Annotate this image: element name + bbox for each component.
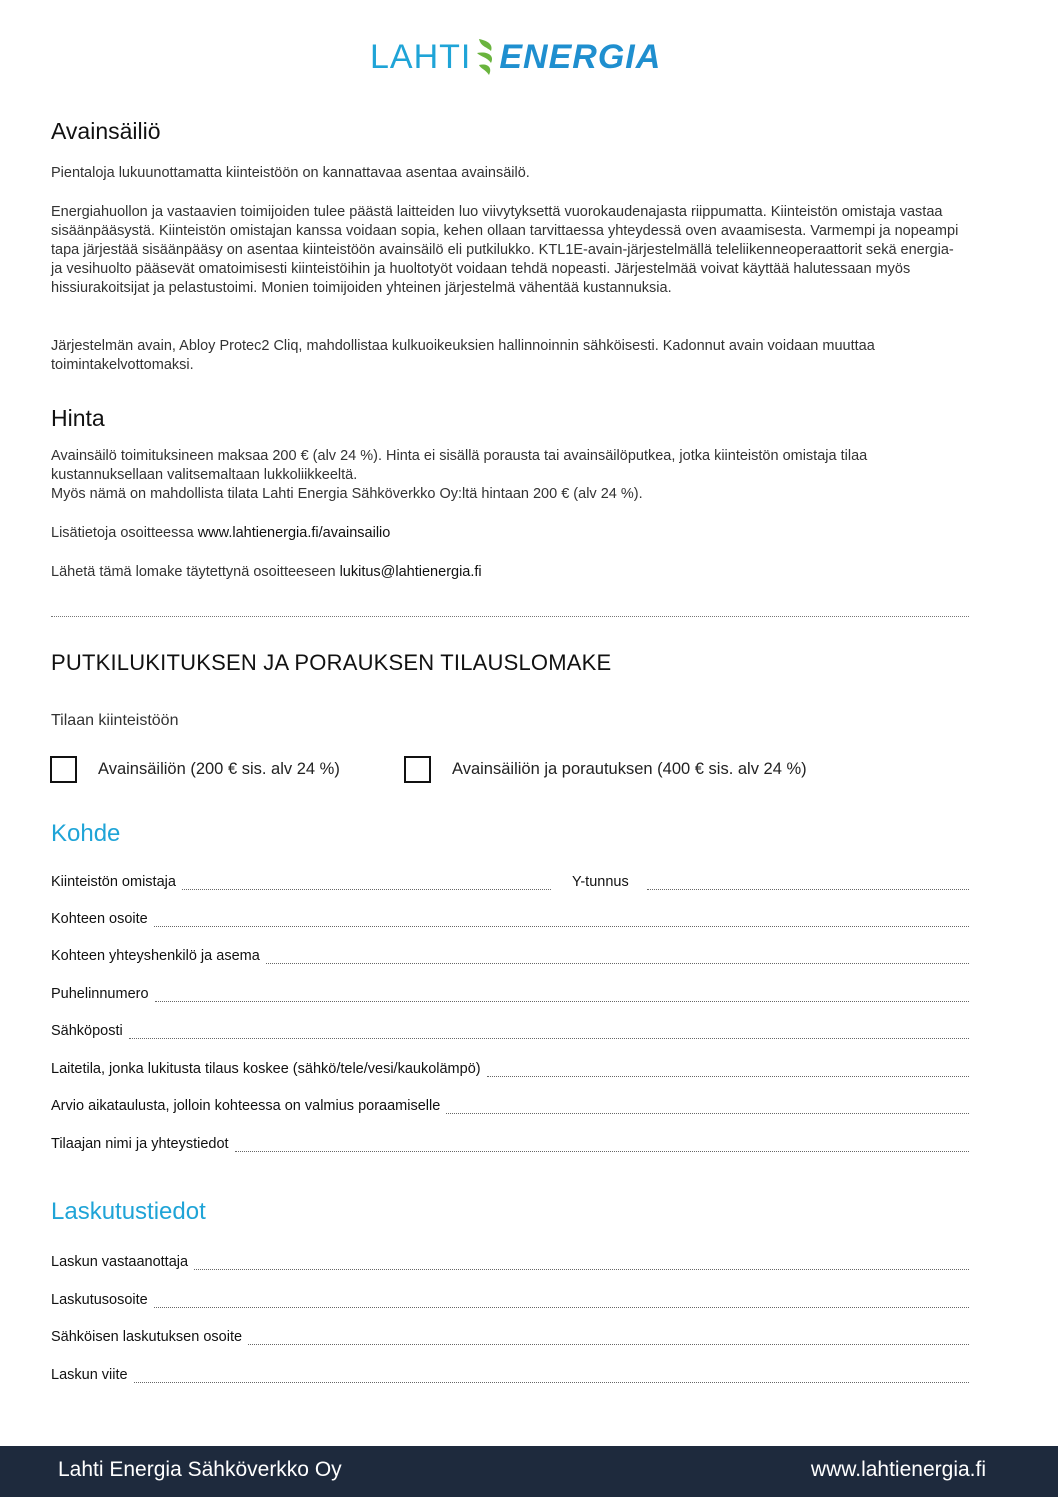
form-title: PUTKILUKITUKSEN JA PORAUKSEN TILAUSLOMAKE xyxy=(51,650,612,675)
input-line[interactable] xyxy=(154,910,969,927)
logo-text-lahti: LAHTI xyxy=(370,37,472,76)
section-title-hinta: Hinta xyxy=(51,405,105,431)
info-line xyxy=(51,524,966,543)
field-label: Laskun vastaanottaja xyxy=(51,1254,189,1270)
field-label: Laskun viite xyxy=(51,1367,128,1383)
logo-text-energia: ENERGIA xyxy=(499,37,662,76)
send-prefix: Lähetä tämä lomake täytettynä osoitteeseen xyxy=(51,564,340,580)
section-title-avainsailio: Avainsäiliö xyxy=(51,118,161,144)
field-label: Kohteen yhteyshenkilö ja asema xyxy=(51,948,260,964)
field-label-ytunnus: Y-tunnus xyxy=(572,874,629,890)
field-label: Puhelinnumero xyxy=(51,986,149,1002)
field-laskutusosoite[interactable] xyxy=(51,1286,969,1308)
send-line xyxy=(51,563,966,582)
checkbox-avainsailio-porautus[interactable] xyxy=(404,756,431,783)
input-line[interactable] xyxy=(446,1097,969,1114)
input-line[interactable] xyxy=(154,1291,969,1308)
field-laskun-viite[interactable] xyxy=(51,1361,969,1383)
field-label: Laitetila, jonka lukitusta tilaus koskee (sähkö/tele/vesi/kaukolämpö) xyxy=(51,1061,481,1077)
price-paragraph-2: Myös nämä on mahdollista tilata Lahti Energia Sähköverkko Oy:ltä hintaan 200 € (alv 24 %). xyxy=(51,486,643,502)
field-yhteyshenkilo[interactable] xyxy=(51,942,969,964)
field-label: Tilaajan nimi ja yhteystiedot xyxy=(51,1136,229,1152)
input-line[interactable] xyxy=(235,1135,969,1152)
field-owner[interactable] xyxy=(51,868,551,890)
footer-website-link[interactable]: www.lahtienergia.fi xyxy=(810,1458,986,1481)
input-line[interactable] xyxy=(487,1060,969,1077)
ytunnus-input-line[interactable] xyxy=(647,873,969,890)
field-ytunnus[interactable] xyxy=(572,868,969,890)
input-line[interactable] xyxy=(134,1366,969,1383)
leaf-icon xyxy=(475,35,497,79)
footer-company: Lahti Energia Sähköverkko Oy xyxy=(58,1458,342,1481)
field-label: Laskutusosoite xyxy=(51,1292,148,1308)
field-label-owner: Kiinteistön omistaja xyxy=(51,874,176,890)
price-paragraph: Avainsäilö toimituksineen maksaa 200 € (alv 24 %). Hinta ei sisällä porausta tai avainsäilöputkea, jotka kiinteistön omistaja tilaa kustannuksellaan valitsemaltaan lukkoliikkeeltä. xyxy=(51,448,868,483)
field-label: Sähköposti xyxy=(51,1023,123,1039)
input-line[interactable] xyxy=(129,1022,969,1039)
input-line[interactable] xyxy=(155,985,969,1002)
field-label: Kohteen osoite xyxy=(51,911,148,927)
checkbox-avainsailio[interactable] xyxy=(50,756,77,783)
send-email-link[interactable]: lukitus@lahtienergia.fi xyxy=(339,564,482,580)
checkbox-label-avainsailio: Avainsäiliön (200 € sis. alv 24 %) xyxy=(98,760,340,778)
field-label: Arvio aikataulusta, jolloin kohteessa on valmius poraamiselle xyxy=(51,1098,441,1114)
billing-heading: Laskutustiedot xyxy=(51,1198,206,1225)
input-line[interactable] xyxy=(248,1328,969,1345)
field-sahkoposti[interactable] xyxy=(51,1017,969,1039)
details-paragraph: Energiahuollon ja vastaavien toimijoiden tulee päästä laitteiden luo viivytyksettä vuorokaudenajasta riippumatta. Kiinteistön omistaja vastaa sisäänpääsystä. Kiinteistön omistajan kanssa voidaan sopia, kehen ollaan tarvittaessa yhteydessä oven avaamisesta. Varmempi ja nopeampi tapa järjestää sisäänpääsy on asentaa kiinteistöön avainsäilö eli putkilukko. KTL1E-avain-järjestelmällä teleliikenneoperaattorit sekä energia- ja vesihuolto pääsevät omatoimisesti kiinteistöihin ja huoltotyöt voidaan tehdä nopeasti. Järjestelmää voivat käyttää halutessaan myös hissiurakoitsijat ja pelastustoimi. Monien toimijoiden yhteinen järjestelmä vähentää kustannuksia. xyxy=(51,204,959,296)
footer-bar xyxy=(0,1446,1058,1497)
order-label: Tilaan kiinteistöön xyxy=(51,712,179,729)
intro-paragraph: Pientaloja lukuunottamatta kiinteistöön on kannattavaa asentaa avainsäilö. xyxy=(51,165,530,181)
info-prefix: Lisätietoja osoitteessa xyxy=(51,525,198,541)
input-line[interactable] xyxy=(266,947,969,964)
key-paragraph: Järjestelmän avain, Abloy Protec2 Cliq, mahdollistaa kulkuoikeuksien hallinnoinnin sähköisesti. Kadonnut avain voidaan muuttaa toimintakelvottomaksi. xyxy=(51,338,875,373)
field-laskun-vastaanottaja[interactable] xyxy=(51,1248,969,1270)
field-aikataulu[interactable] xyxy=(51,1092,969,1114)
kohde-heading: Kohde xyxy=(51,820,121,847)
input-line[interactable] xyxy=(194,1253,969,1270)
field-label: Sähköisen laskutuksen osoite xyxy=(51,1329,243,1345)
checkbox-label-avainsailio-porautus: Avainsäiliön ja porautuksen (400 € sis. alv 24 %) xyxy=(452,760,807,778)
company-logo xyxy=(370,34,661,80)
field-puhelinnumero[interactable] xyxy=(51,980,969,1002)
field-laitetila[interactable] xyxy=(51,1055,969,1077)
info-link[interactable]: www.lahtienergia.fi/avainsailio xyxy=(197,525,391,541)
section-divider xyxy=(51,616,969,617)
field-tilaaja[interactable] xyxy=(51,1130,969,1152)
field-sahkoinen-laskutus[interactable] xyxy=(51,1323,969,1345)
owner-input-line[interactable] xyxy=(182,873,551,890)
field-kohteen-osoite[interactable] xyxy=(51,905,969,927)
